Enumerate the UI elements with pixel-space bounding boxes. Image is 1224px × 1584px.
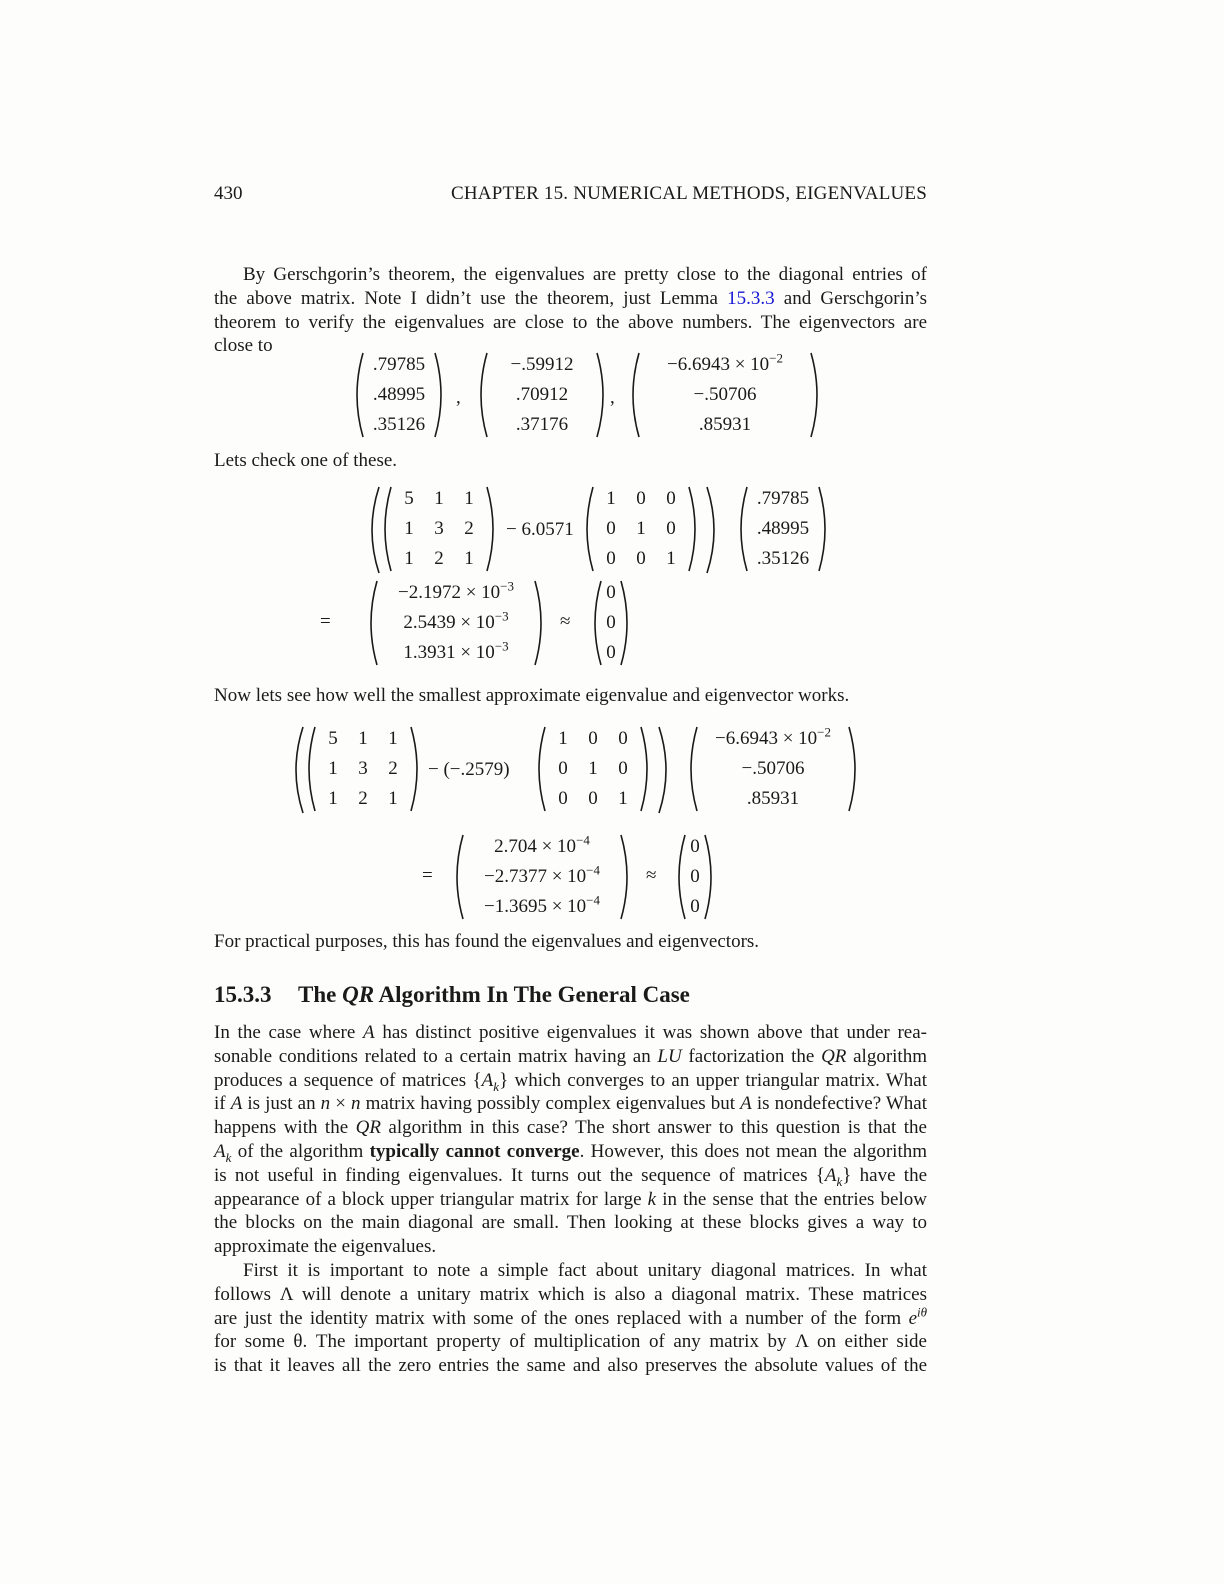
- matrix-entry: 3: [358, 758, 368, 779]
- vector-entry: $-6.6943 \times 10^{-2}$: [666, 350, 784, 375]
- matrix-entry: 0: [636, 548, 646, 569]
- right-paren: [432, 351, 450, 439]
- matrix-entry: 1: [666, 548, 676, 569]
- comma: ,: [456, 387, 461, 408]
- vector-entry: $-1.3695 \times 10^{-4}$: [483, 892, 601, 917]
- matrix-a: [376, 485, 502, 573]
- paragraph-gerschgorin: [214, 263, 927, 358]
- matrix-entry: 1: [606, 488, 616, 509]
- text-line: Lets check one of these.: [214, 450, 398, 471]
- vector-entry: $2.5439 \times 10^{-3}$: [403, 608, 509, 633]
- text-line: produces a sequence of matrices $\{A_k\}$ which converges to an upper triangular matrix. What: [214, 1069, 928, 1094]
- matrix-entry: 1: [588, 758, 598, 779]
- matrix-entry: 2: [434, 548, 444, 569]
- vector-entry: −.59912: [510, 354, 574, 375]
- matrix-entry: 0: [666, 518, 676, 539]
- vector-entry: 0: [690, 836, 700, 857]
- matrix-entry: 1: [404, 518, 414, 539]
- outer-right-paren: [704, 485, 724, 575]
- matrix-entry: 0: [618, 728, 628, 749]
- text-line: if A is just an n × n matrix having possibly complex eigenvalues but A is nondefective? What: [214, 1093, 928, 1115]
- outer-right-paren: [656, 725, 676, 815]
- vector-entry: $-2.7377 \times 10^{-4}$: [483, 862, 601, 887]
- matrix-entry: 1: [464, 488, 474, 509]
- matrix-entry: 2: [388, 758, 398, 779]
- approx-sign: ≈: [560, 611, 571, 632]
- eigenvector-3: [624, 351, 826, 439]
- residual-vector: [362, 579, 550, 667]
- matrix-entry: 1: [618, 788, 628, 809]
- text-line: close to: [214, 335, 273, 357]
- eigen-check-2: [286, 725, 926, 920]
- paragraph-practical: [214, 930, 927, 954]
- vector-entry: $1.3931 \times 10^{-3}$: [403, 638, 509, 663]
- matrix-entry: 1: [388, 728, 398, 749]
- left-paren: [624, 351, 642, 439]
- vector-entry: .85931: [746, 788, 800, 809]
- matrix-entry: 1: [328, 758, 338, 779]
- vector-entry: 0: [606, 642, 616, 663]
- matrix-entry: 1: [388, 788, 398, 809]
- matrix-entry: 5: [328, 728, 338, 749]
- text-line: appearance of a block upper triangular matrix for large k in the sense that the entries below: [214, 1188, 927, 1210]
- vector-entry: 0: [690, 866, 700, 887]
- running-title: CHAPTER 15. NUMERICAL METHODS, EIGENVALUES: [450, 183, 927, 204]
- section-title: The QR Algorithm In The General Case: [298, 982, 690, 1007]
- matrix-entry: 0: [558, 788, 568, 809]
- text-line: for some θ. The important property of multiplication of any matrix by Λ on either side: [214, 1331, 927, 1353]
- zero-vector: [670, 833, 720, 921]
- text-line: are just the identity matrix with some of the ones replaced with a number of the form $e^{i\theta}$: [214, 1304, 927, 1329]
- eigenvalue-term: − (−.2579): [428, 759, 510, 780]
- section-number: 15.3.3: [214, 982, 272, 1007]
- equals-sign: =: [320, 611, 331, 632]
- vector-entry: $-2.1972 \times 10^{-3}$: [397, 578, 515, 603]
- paragraph-now: [214, 684, 927, 708]
- comma: ,: [610, 387, 615, 408]
- vector-entry: .37176: [515, 414, 569, 435]
- matrix-entry: 0: [636, 488, 646, 509]
- equals-sign: =: [422, 865, 433, 886]
- text-line: the blocks on the main diagonal are small. Then looking at these blocks gives a way to: [214, 1212, 927, 1234]
- matrix-entry: 1: [558, 728, 568, 749]
- matrix-a: [300, 725, 426, 813]
- page-number: 430: [214, 183, 243, 204]
- vector-entry: 0: [690, 896, 700, 917]
- vector-entry: .79785: [372, 354, 426, 375]
- matrix-entry: 0: [558, 758, 568, 779]
- vector-entry: .35126: [756, 548, 810, 569]
- matrix-entry: 0: [606, 518, 616, 539]
- eigenvector-list: [348, 351, 808, 441]
- paragraph-general-case: [214, 1021, 927, 1378]
- text-line: the above matrix. Note I didn’t use the theorem, just Lemma 15.3.3 and Gerschgorin’s: [214, 287, 928, 309]
- identity-matrix: [578, 485, 704, 573]
- text-line: follows Λ will denote a unitary matrix which is also a diagonal matrix. These matrices: [214, 1283, 927, 1305]
- eigenvector-2: [472, 351, 612, 439]
- matrix-entry: 0: [588, 788, 598, 809]
- text-line: is not useful in finding eigenvalues. It turns out the sequence of matrices $\{A_k\}$ have the: [214, 1164, 927, 1189]
- matrix-entry: 5: [404, 488, 414, 509]
- vector-entry: .35126: [372, 414, 426, 435]
- matrix-entry: 2: [358, 788, 368, 809]
- matrix-entry: 1: [434, 488, 444, 509]
- test-vector: [682, 725, 864, 813]
- text-line: In the case where A has distinct positive eigenvalues it was shown above that under rea-: [214, 1022, 927, 1043]
- vector-entry: .85931: [698, 414, 752, 435]
- left-paren: [348, 351, 366, 439]
- text-line: First it is important to note a simple fact about unitary diagonal matrices. In what: [243, 1259, 927, 1281]
- matrix-entry: 0: [606, 548, 616, 569]
- matrix-entry: 1: [464, 548, 474, 569]
- eigenvalue-term: − 6.0571: [506, 519, 574, 540]
- eigenvector-1: [348, 351, 450, 439]
- text-line: theorem to verify the eigenvalues are close to the above numbers. The eigenvectors are: [214, 311, 927, 333]
- vector-entry: .48995: [756, 518, 810, 539]
- text-line: is that it leaves all the zero entries the same and also preserves the absolute values of the: [214, 1355, 927, 1377]
- text-line: Now lets see how well the smallest approximate eigenvalue and eigenvector works.: [214, 685, 850, 706]
- text-line: For practical purposes, this has found the eigenvalues and eigenvectors.: [214, 931, 760, 952]
- text-line: approximate the eigenvalues.: [214, 1236, 437, 1258]
- matrix-entry: 1: [404, 548, 414, 569]
- identity-matrix: [530, 725, 656, 813]
- vector-entry: .48995: [372, 384, 426, 405]
- vector-entry: 0: [606, 612, 616, 633]
- vector-entry: .70912: [515, 384, 569, 405]
- matrix-entry: 0: [666, 488, 676, 509]
- paragraph-check: [214, 449, 927, 473]
- vector-entry: −.50706: [693, 384, 757, 405]
- section-heading: [214, 982, 690, 1008]
- matrix-entry: 3: [434, 518, 444, 539]
- text-line: $A_k$ of the algorithm typically cannot converge. However, this does not mean the algorithm: [214, 1140, 927, 1165]
- zero-vector: [586, 579, 636, 667]
- residual-vector: [448, 833, 636, 921]
- vector-entry: −.50706: [741, 758, 805, 779]
- right-paren: [808, 351, 826, 439]
- test-vector: [732, 485, 834, 573]
- matrix-entry: 0: [588, 728, 598, 749]
- vector-entry: $-6.6943 \times 10^{-2}$: [714, 724, 832, 749]
- text-line: sonable conditions related to a certain matrix having an LU factorization the QR algorithm: [214, 1045, 927, 1067]
- eigen-check-1: [320, 485, 842, 667]
- left-paren: [472, 351, 490, 439]
- approx-sign: ≈: [646, 865, 657, 886]
- matrix-entry: 1: [358, 728, 368, 749]
- matrix-entry: 2: [464, 518, 474, 539]
- matrix-entry: 0: [618, 758, 628, 779]
- page: [214, 0, 927, 1584]
- matrix-entry: 1: [328, 788, 338, 809]
- lemma-link[interactable]: 15.3.3: [727, 287, 775, 309]
- matrix-entry: 1: [636, 518, 646, 539]
- text-line: happens with the QR algorithm in this case? The short answer to this question is that the: [214, 1117, 927, 1139]
- vector-entry: 0: [606, 582, 616, 603]
- vector-entry: $2.704 \times 10^{-4}$: [494, 832, 590, 857]
- vector-entry: .79785: [756, 488, 810, 509]
- text-line: By Gerschgorin’s theorem, the eigenvalues are pretty close to the diagonal entries of: [243, 264, 927, 285]
